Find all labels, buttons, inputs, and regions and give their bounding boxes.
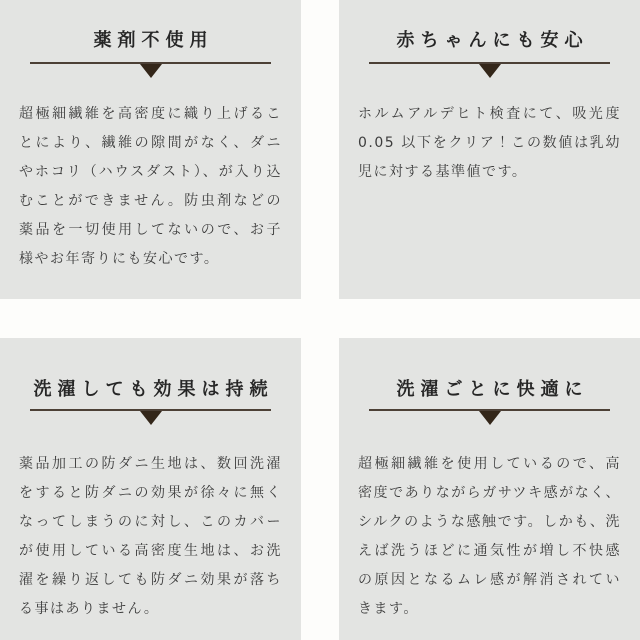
title-underline [369,409,610,411]
section-body: 薬品加工の防ダニ生地は、数回洗濯をすると防ダニの効果が徐々に無くなってしまうのに対し、このカバーが使用している高密度生地は、お洗濯を繰り返しても防ダニ効果が落ちる事はありません。 [19,456,282,617]
triangle-down-icon [140,64,162,78]
section-body: 超極細繊維を使用しているので、高密度でありながらガサツキ感がなく、シルクのような感触です。しかも、洗えば洗うほどに通気性が増し不快感の原因となるムレ感が解消されていきます。 [358,456,621,617]
triangle-down-icon [140,411,162,425]
title-underline [30,409,271,411]
section-body: 超極細繊維を高密度に織り上げることにより、繊維の隙間がなく、ダニやホコリ（ハウスダスト）、が入り込むことができません。防虫剤などの薬品を一切使用してないので、お子様やお年寄りにも安心です。 [19,106,282,267]
triangle-down-icon [479,411,501,425]
section-title: 薬剤不使用 [93,30,214,51]
feature-card-no-chemicals [0,0,301,299]
triangle-down-icon [479,64,501,78]
feature-card-safe-for-babies [339,0,640,299]
title-underline [30,62,271,64]
feature-card-effect-persists [0,338,301,640]
section-body: ホルムアルデヒト検査にて、吸光度0.05 以下をクリア！この数値は乳幼児に対する基準値です。 [358,106,621,180]
feature-card-comfort-every-wash [339,338,640,640]
section-title: 赤ちゃんにも安心 [396,30,589,51]
section-title: 洗濯ごとに快適に [396,379,589,400]
title-underline [369,62,610,64]
section-title: 洗濯しても効果は持続 [33,379,274,400]
